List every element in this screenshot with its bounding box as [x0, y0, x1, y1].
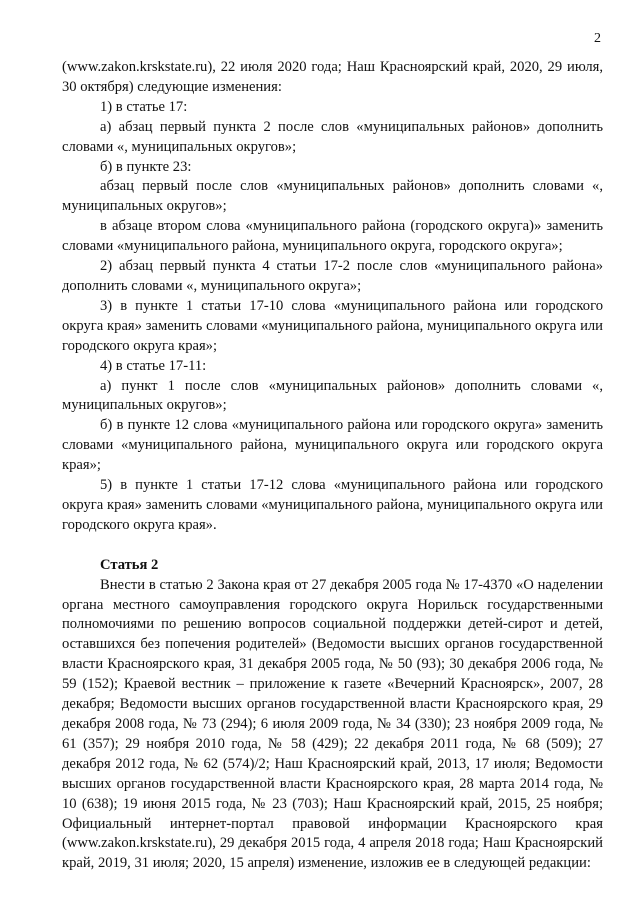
paragraph-continuation: (www.zakon.krskstate.ru), 22 июля 2020 года; Наш Красноярский край, 2020, 29 июля, 30 октября) следующие изменения:	[62, 59, 603, 95]
paragraph-item-1a: а) абзац первый пункта 2 после слов «муниципальных районов» дополнить словами «, муниципальных округов»;	[62, 118, 603, 155]
article-text: Внести в статью 2 Закона края от 27 декабря 2005 года № 17-4370 «О наделении органа местного самоуправления городского округа Норильск государственными полномочиями по решению вопросов социальной поддержки детей-сирот и детей, оставшихся без попечения родителей» (Ведомости высших органов государственной власти Красноярского края, 31 декабря 2005 года, № 50 (93); 30 декабря 2006 года, № 59 (152); Краевой вестник – приложение к газете «Вечерний Красноярск», 2007, 28 декабря; Ведомости высших органов государственной власти Красноярского края, 29 декабря 2008 года, № 73 (294); 6 июля 2009 года, № 34 (330); 23 ноября 2009 года, № 61 (357); 29 ноября 2010 года, № 58 (429); 22 декабря 2011 года, № 68 (509); 27 декабря 2012 года, № 62 (574)/2; Наш Красноярский край, 2013, 17 июля; Ведомости высших органов государственной власти Красноярского края, 28 марта 2014 года, № 10 (638); 19 июня 2015 года, № 23 (703); Наш Красноярский край, 2015, 25 ноября; Официальный интернет-портал правовой информации Красноярского края (www.zakon.krskstate.ru), 29 декабря 2015 года, 4 апреля 2018 года; Наш Красноярский край, 2019, 31 июля; 2020, 15 апреля) изменение, изложив ее в следующей редакции:	[62, 576, 603, 872]
paragraph-item-2: 2) абзац первый пункта 4 статьи 17-2 после слов «муниципального района» дополнить словами «, муниципального округа»;	[62, 258, 603, 294]
section-spacer	[62, 536, 603, 556]
paragraph-item-4a: а) пункт 1 после слов «муниципальных районов» дополнить словами «, муниципальных округов»;	[62, 377, 603, 414]
paragraph-item-1: 1) в статье 17:	[100, 98, 188, 115]
article-heading: Статья 2	[100, 556, 159, 573]
paragraph-item-4: 4) в статье 17-11:	[100, 357, 207, 374]
paragraph-item-5: 5) в пункте 1 статьи 17-12 слова «муниципального района или городского округа края» заменить словами «муниципального района, муниципального округа или городского округа края».	[62, 477, 603, 533]
paragraph-item-1b-first: абзац первый после слов «муниципальных районов» дополнить словами «, муниципальных округов»;	[62, 178, 603, 215]
document-body	[62, 58, 603, 874]
paragraph-item-4b: б) в пункте 12 слова «муниципального района или городского округа» заменить словами «муниципального района, муниципального округа или городского округа края»;	[62, 417, 603, 474]
paragraph-item-3: 3) в пункте 1 статьи 17-10 слова «муниципального района или городского округа края» заменить словами «муниципального района, муниципального округа или городского округа края»;	[62, 297, 603, 354]
paragraph-item-1b-second: в абзаце втором слова «муниципального района (городского округа)» заменить словами «муниципального района, муниципального округа, городского округа»;	[62, 218, 603, 255]
page-number: 2	[594, 31, 601, 46]
paragraph-item-1b: б) в пункте 23:	[100, 158, 192, 175]
